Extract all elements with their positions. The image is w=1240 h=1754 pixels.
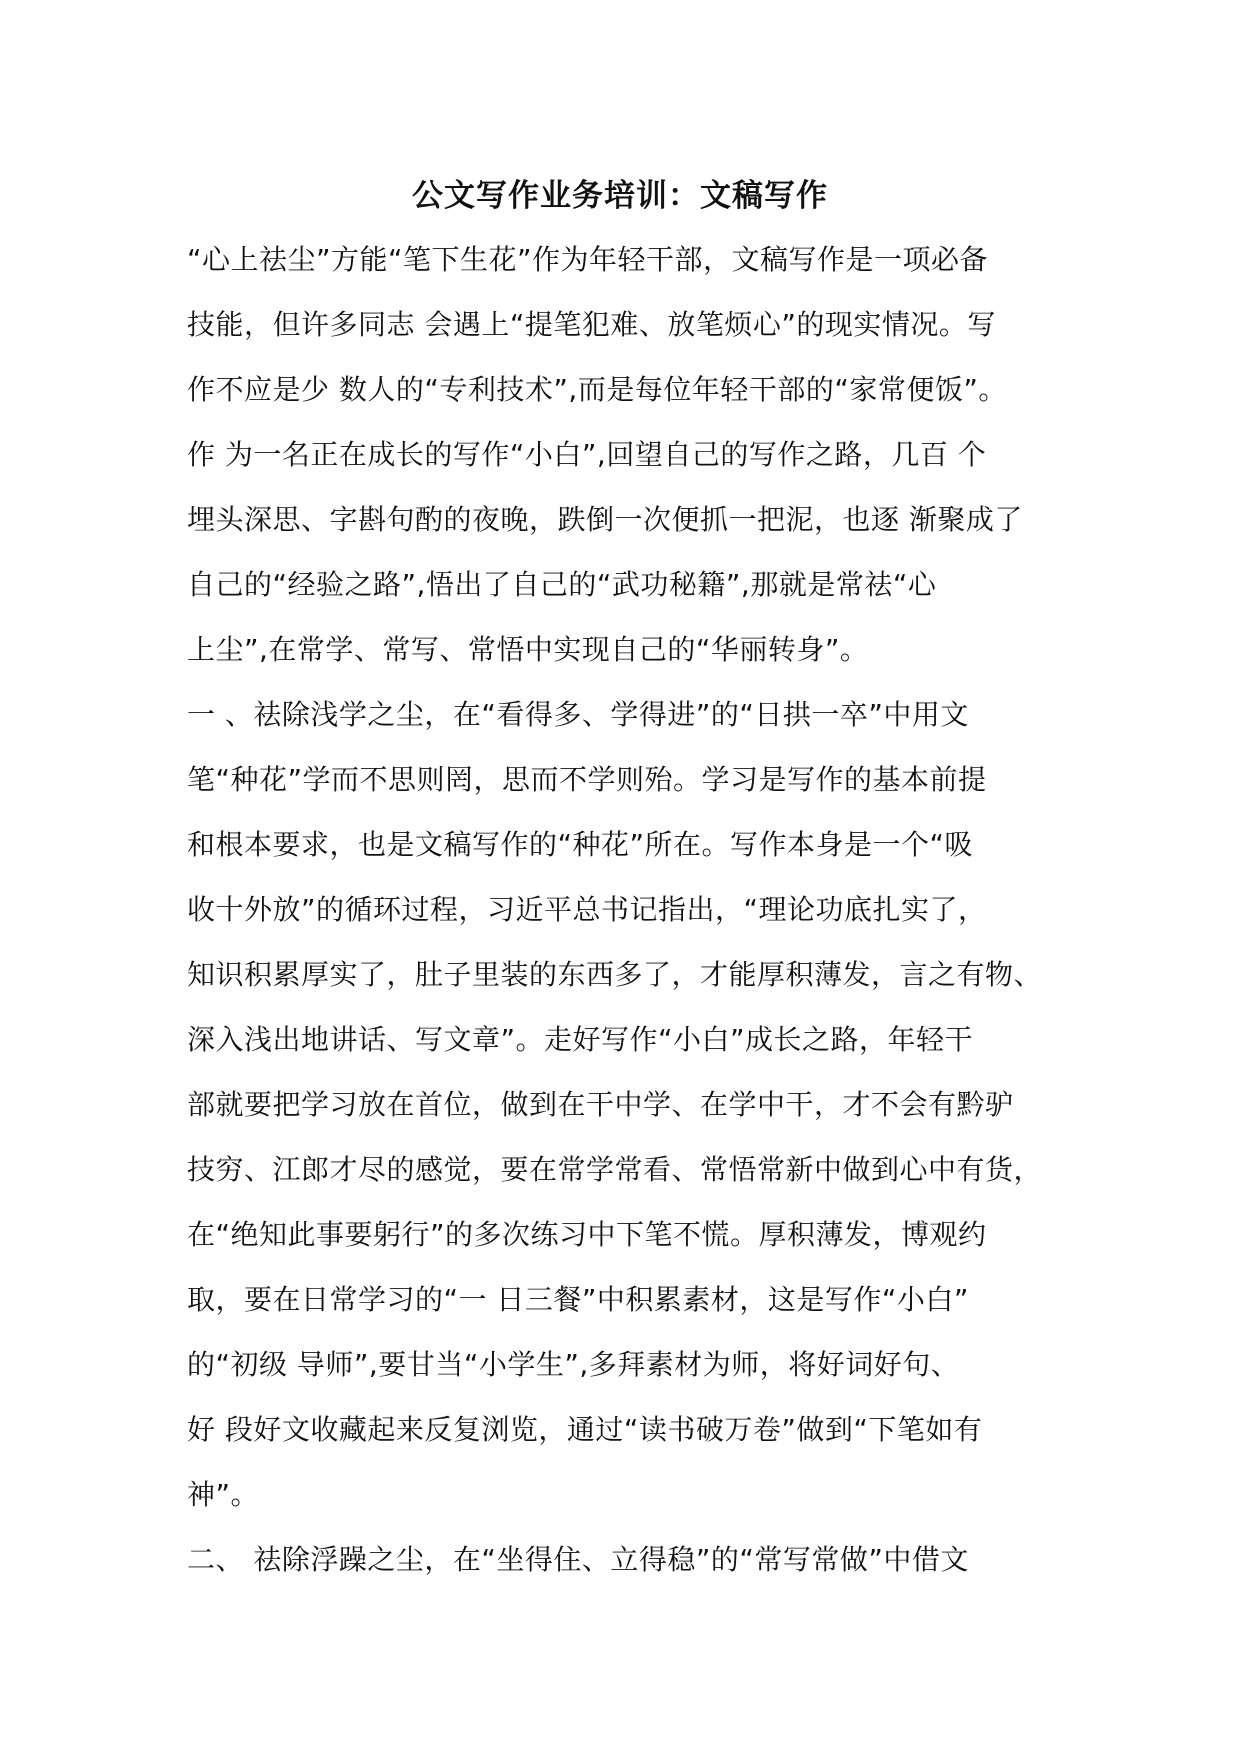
text-line: 和根本要求，也是文稿写作的“种花”所在。写作本身是一个“吸 bbox=[187, 828, 974, 861]
text-line: 在“绝知此事要躬行”的多次练习中下笔不慌。厚积薄发，博观约 bbox=[187, 1218, 987, 1251]
text-line: 技能，但许多同志 会遇上“提笔犯难、放笔烦心”的现实情况。写 bbox=[187, 308, 996, 341]
document-body bbox=[187, 236, 1087, 1601]
text-line: 作不应是少 数人的“专利技术”,而是每位年轻干部的“家常便饭”。 bbox=[187, 373, 1007, 406]
document-title: 公文写作业务培训：文稿写作 bbox=[412, 178, 828, 214]
section-heading-line: 一 、祛除浅学之尘，在“看得多、学得进”的“日拱一卒”中用文 bbox=[187, 698, 969, 731]
text-line: 埋头深思、字斟句酌的夜晚，跌倒一次便抓一把泥，也逐 渐聚成了 bbox=[187, 503, 1023, 536]
text-line: “心上祛尘”方能“笔下生花”作为年轻干部，文稿写作是一项必备 bbox=[187, 243, 989, 276]
text-line: 笔“种花”学而不思则罔，思而不学则殆。学习是写作的基本前提 bbox=[187, 763, 987, 796]
text-line: 部就要把学习放在首位，做到在干中学、在学中干，才不会有黔驴 bbox=[187, 1088, 1014, 1121]
text-line: 上尘”,在常学、常写、常悟中实现自己的“华丽转身”。 bbox=[187, 633, 869, 666]
text-line: 深入浅出地讲话、写文章”。走好写作“小白”成长之路，年轻干 bbox=[187, 1023, 974, 1056]
text-line: 收十外放”的循环过程，习近平总书记指出，“理论功底扎实了， bbox=[187, 893, 987, 926]
section-heading-line: 二、 祛除浮躁之尘，在“坐得住、立得稳”的“常写常做”中借文 bbox=[187, 1543, 969, 1576]
text-line: 神”。 bbox=[187, 1478, 260, 1511]
text-line: 技穷、江郎才尽的感觉，要在常学常看、常悟常新中做到心中有货， bbox=[187, 1153, 1043, 1186]
text-line: 自己的“经验之路”,悟出了自己的“武功秘籍”,那就是常祛“心 bbox=[187, 568, 937, 601]
text-line: 知识积累厚实了，肚子里装的东西多了，才能厚积薄发，言之有物、 bbox=[187, 958, 1043, 991]
text-line: 作 为一名正在成长的写作“小白”,回望自己的写作之路，几百 个 bbox=[187, 438, 987, 471]
text-line: 取，要在日常学习的“一 日三餐”中积累素材，这是写作“小白” bbox=[187, 1283, 969, 1316]
text-line: 的“初级 导师”,要甘当“小学生”,多拜素材为师，将好词好句、 bbox=[187, 1348, 960, 1381]
text-line: 好 段好文收藏起来反复浏览，通过“读书破万卷”做到“下笔如有 bbox=[187, 1413, 983, 1446]
